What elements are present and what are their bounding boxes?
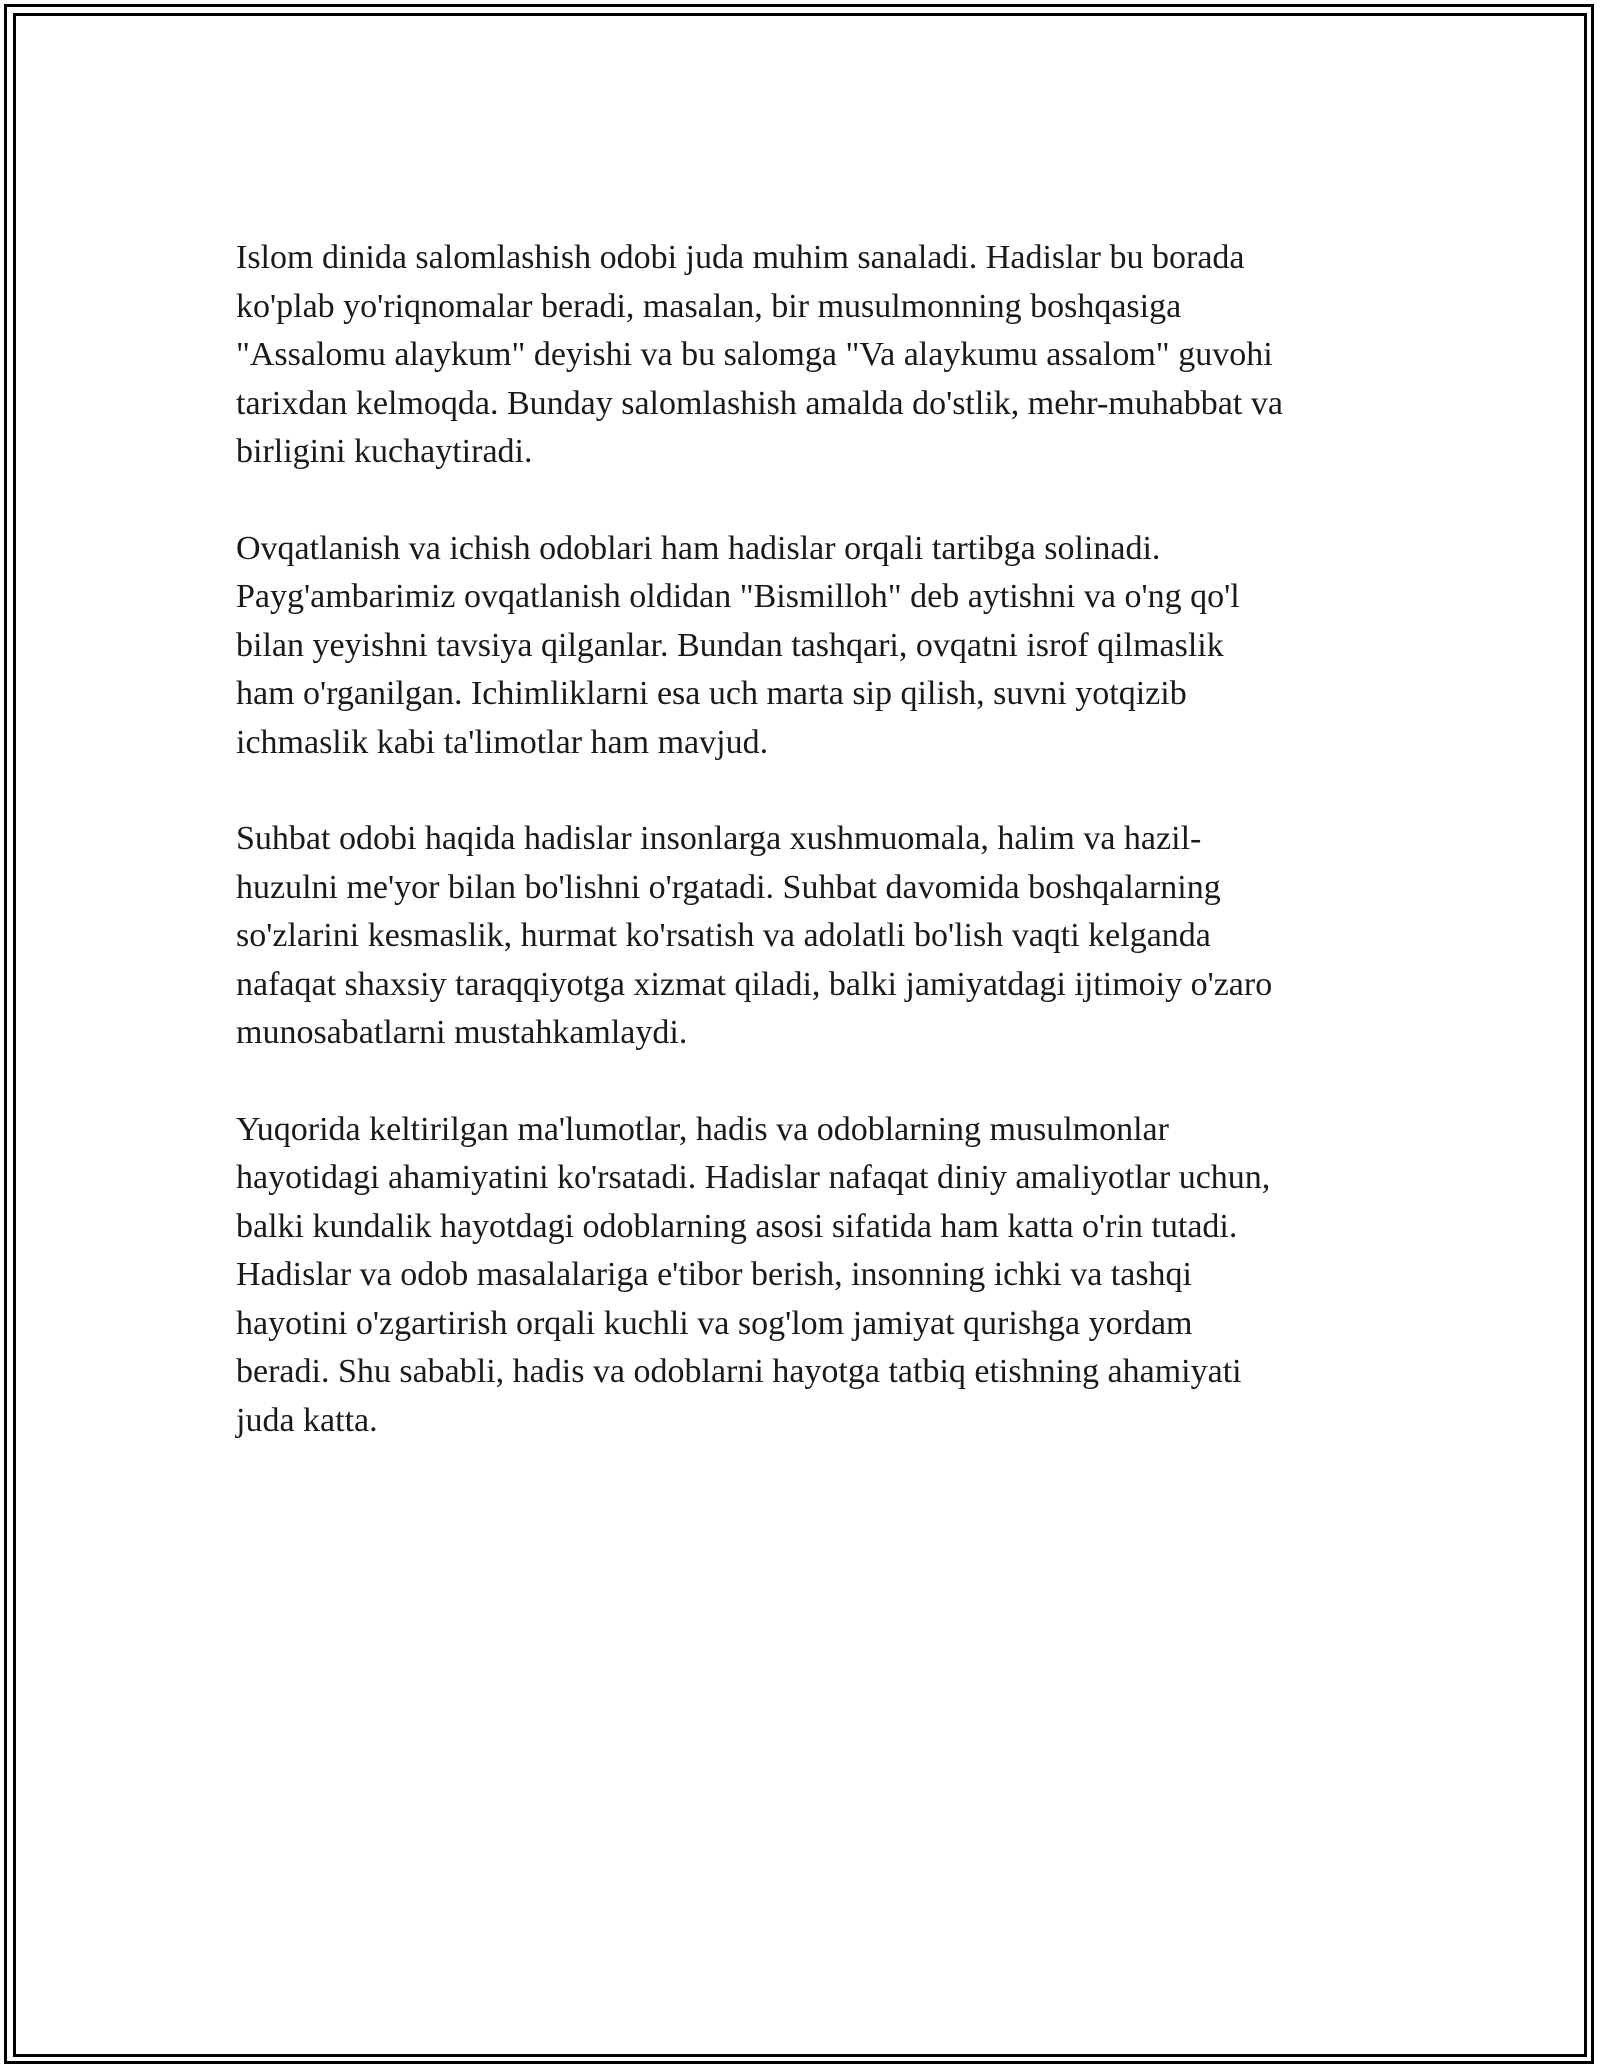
paragraph-conclusion: Yuqorida keltirilgan ma'lumotlar, hadis va odoblarning musulmonlar hayotidagi ahamiyatini ko'rsatadi. Hadislar nafaqat diniy amaliyotlar uchun, balki kundalik hayotdagi odoblarning asosi sifatida ham katta o'rin tutadi. Hadislar va odob masalalariga e'tibor berish, insonning ichki va tashqi hayotini o'zgartirish orqali kuchli va sog'lom jamiyat qurishga yordam beradi. Shu sababli, hadis va odoblarni hayotga tatbiq etishning ahamiyati juda katta. bbox=[236, 1110, 1271, 1439]
paragraph-conversation-etiquette: Suhbat odobi haqida hadislar insonlarga xushmuomala, halim va hazil- huzulni me'yor bilan bo'lishni o'rgatadi. Suhbat davomida boshqalarning so'zlarini kesmaslik, hurmat ko'rsatish va adolatli bo'lish vaqti kelganda nafaqat shaxsiy taraqqiyotga xizmat qiladi, balki jamiyatdagi ijtimoiy o'zaro munosabatlarni mustahkamlaydi. bbox=[236, 820, 1273, 1051]
document-body bbox=[236, 234, 1376, 1493]
paragraph-greeting-etiquette: Islom dinida salomlashish odobi juda muhim sanaladi. Hadislar bu borada ko'plab yo'riqnomalar beradi, masalan, bir musulmonning boshqasiga "Assalomu alaykum" deyishi va bu salomga "Va alaykumu assalom" guvohi tarixdan kelmoqda. Bunday salomlashish amalda do'stlik, mehr-muhabbat va birligini kuchaytiradi. bbox=[236, 239, 1283, 470]
paragraph-eating-etiquette: Ovqatlanish va ichish odoblari ham hadislar orqali tartibga solinadi. Payg'ambarimiz ovqatlanish oldidan "Bismilloh" deb aytishni va o'ng qo'l bilan yeyishni tavsiya qilganlar. Bundan tashqari, ovqatni isrof qilmaslik ham o'rganilgan. Ichimliklarni esa uch marta sip qilish, suvni yotqizib ichmaslik kabi ta'limotlar ham mavjud. bbox=[236, 529, 1240, 761]
